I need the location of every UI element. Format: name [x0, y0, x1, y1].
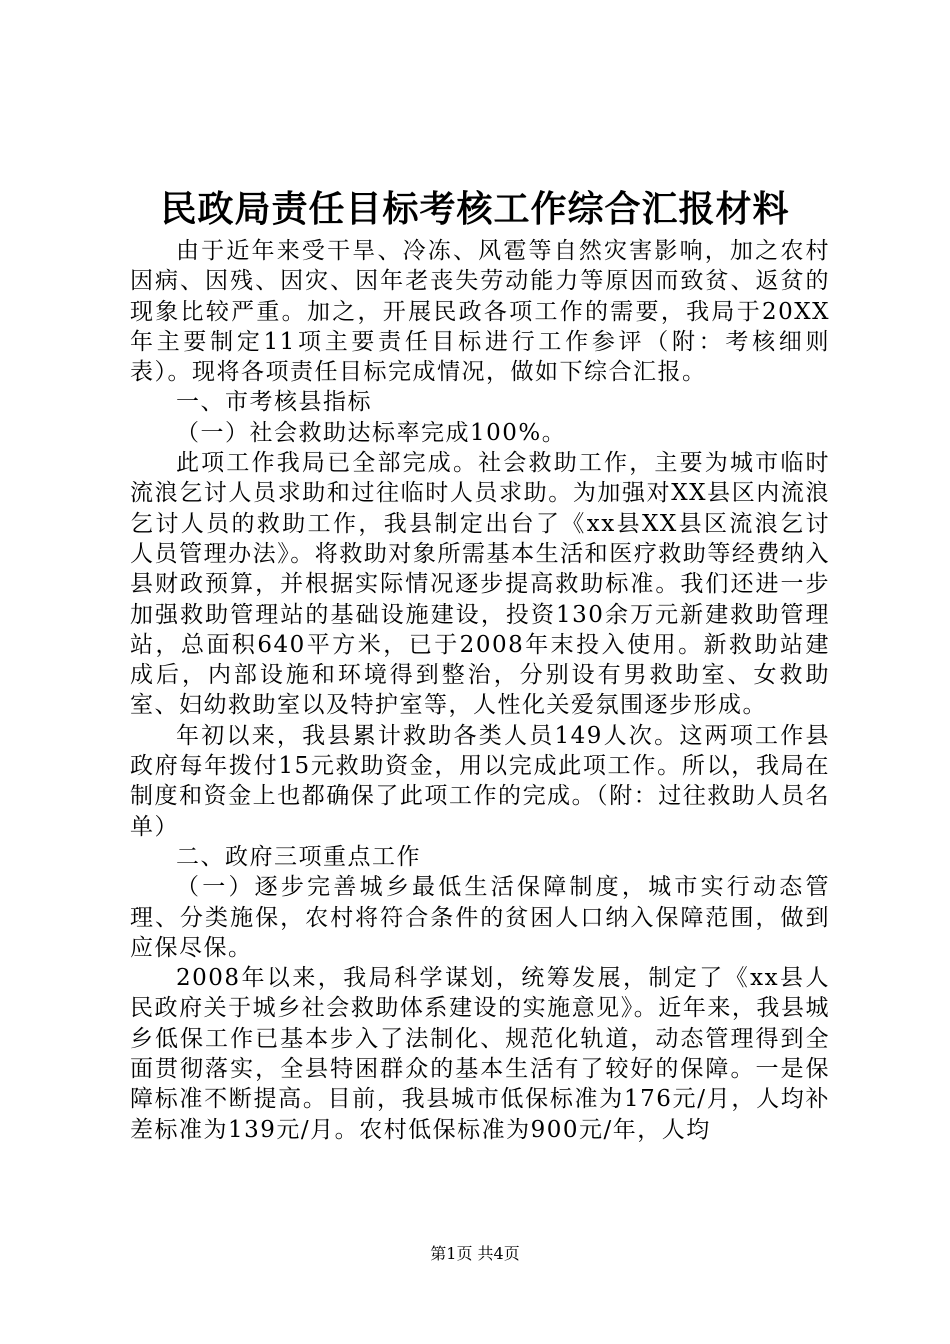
paragraph-intro: 由于近年来受干旱、冷冻、风雹等自然灾害影响，加之农村因病、因残、因灾、因年老丧失劳动能力等原因而致贫、返贫的现象比较严重。加之，开展民政各项工作的需要，我局于20XX年主要制定11项主要责任目标进行工作参评（附：考核细则表）。现将各项责任目标完成情况，做如下综合汇报。: [130, 238, 830, 386]
document-title: 民政局责任目标考核工作综合汇报材料: [160, 188, 790, 230]
subsection-heading-2-1: （一）逐步完善城乡最低生活保障制度，城市实行动态管理、分类施保，农村将符合条件的贫困人口纳入保障范围，做到应保尽保。: [130, 874, 830, 961]
paragraph-rescue-work: 此项工作我局已全部完成。社会救助工作，主要为城市临时流浪乞讨人员求助和过往临时人员求助。为加强对XX县区内流浪乞讨人员的救助工作，我县制定出台了《xx县XX县区流浪乞讨人员管理办法》。将救助对象所需基本生活和医疗救助等经费纳入县财政预算，并根据实际情况逐步提高救助标准。我们还进一步加强救助管理站的基础设施建设，投资130余万元新建救助管理站，总面积640平方米，已于2008年末投入使用。新救助站建成后，内部设施和环境得到整治，分别设有男救助室、女救助室、妇幼救助室以及特护室等，人性化关爱氛围逐步形成。: [130, 450, 830, 719]
subsection-heading-1-1: （一）社会救助达标率完成100%。: [176, 419, 567, 446]
paragraph-minimum-living: 2008年以来，我局科学谋划，统筹发展，制定了《xx县人民政府关于城乡社会救助体系建设的实施意见》。近年来，我县城乡低保工作已基本步入了法制化、规范化轨道，动态管理得到全面贯彻落实，全县特困群众的基本生活有了较好的保障。一是保障标准不断提高。目前，我县城市低保标准为176元/月，人均补差标准为139元/月。农村低保标准为900元/年，人均: [130, 965, 830, 1143]
section-heading-1: 一、市考核县指标: [176, 389, 372, 416]
document-body: [130, 236, 830, 1145]
section-heading-2: 二、政府三项重点工作: [176, 843, 421, 870]
page-footer: 第1页 共4页: [430, 1244, 520, 1263]
paragraph-rescue-count: 年初以来，我县累计救助各类人员149人次。这两项工作县政府每年拨付15元救助资金，用以完成此项工作。所以，我局在制度和资金上也都确保了此项工作的完成。（附：过往救助人员名单）: [130, 722, 830, 840]
